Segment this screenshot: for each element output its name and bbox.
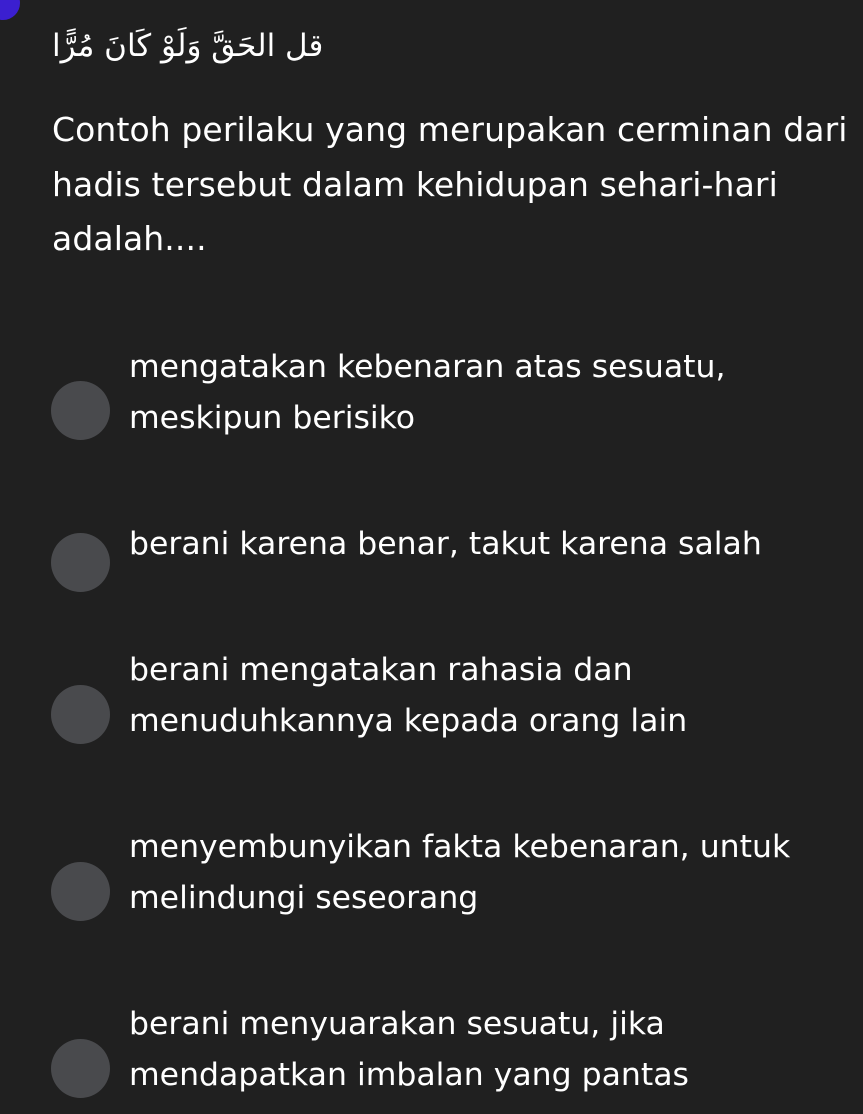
- option-label: berani menyuarakan sesuatu, jika mendapatkan imbalan yang pantas: [129, 1006, 689, 1093]
- question-text: Contoh perilaku yang merupakan cerminan dari hadis tersebut dalam kehidupan sehari-hari adalah....: [52, 110, 848, 258]
- hadith-arabic-text: قل الحَقَّ وَلَوْ كَانَ مُرًّا: [52, 28, 324, 64]
- radio-button[interactable]: [51, 1039, 110, 1098]
- option-label: mengatakan kebenaran atas sesuatu, meskipun berisiko: [129, 349, 726, 436]
- radio-button[interactable]: [51, 862, 110, 921]
- option-label: menyembunyikan fakta kebenaran, untuk melindungi seseorang: [129, 829, 791, 916]
- radio-button[interactable]: [51, 685, 110, 744]
- option-label: berani karena benar, takut karena salah: [129, 526, 762, 562]
- radio-button[interactable]: [51, 381, 110, 440]
- option-label: berani mengatakan rahasia dan menuduhkannya kepada orang lain: [129, 652, 688, 739]
- radio-button[interactable]: [51, 533, 110, 592]
- accent-dot: [0, 0, 20, 20]
